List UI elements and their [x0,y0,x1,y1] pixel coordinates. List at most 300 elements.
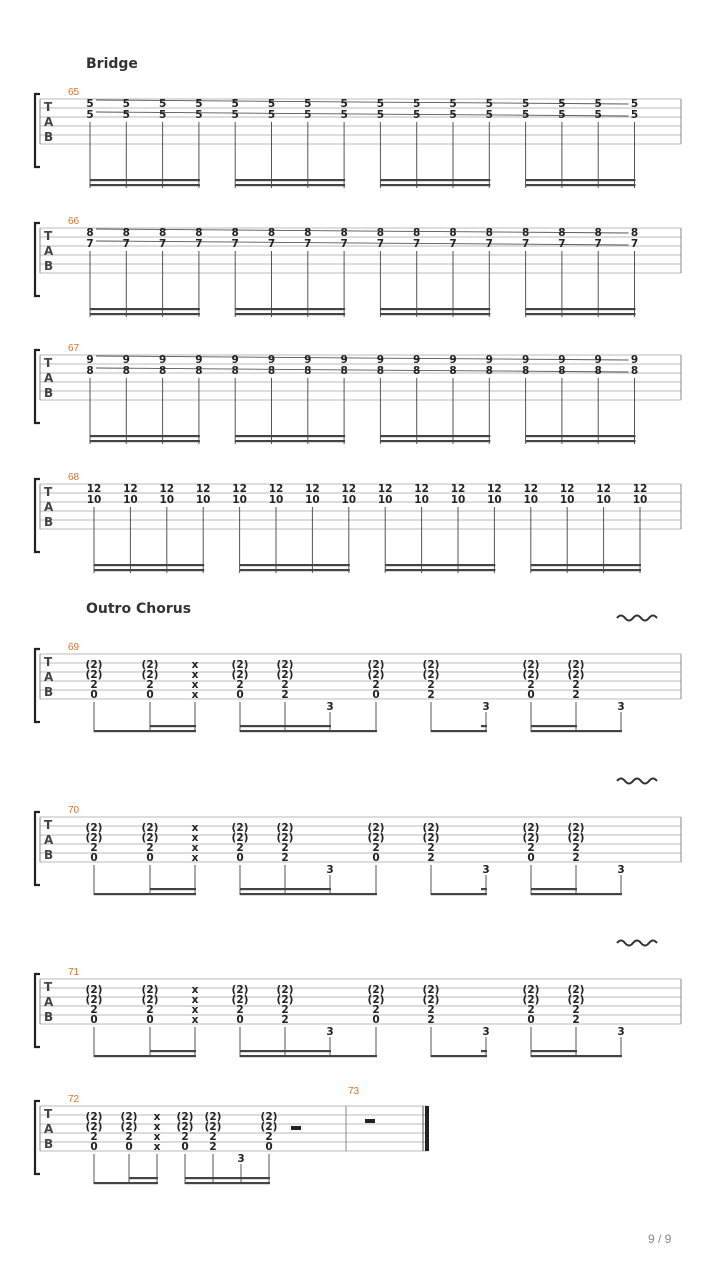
fret-number: 7 [485,238,493,250]
fret-number: 12 [123,483,138,495]
fret-number: 2 [427,1014,435,1026]
fret-number: x [191,689,199,701]
fret-number: (2) [141,984,159,996]
fret-number: 8 [449,365,457,377]
fret-number: 7 [340,238,348,250]
beam [235,308,345,310]
fret-number: 8 [231,227,239,239]
beam [150,1050,196,1052]
fret-number: 3 [326,864,334,876]
fret-number: x [191,669,199,681]
fret-number: (2) [85,822,103,834]
fret-number: 8 [376,365,385,377]
measure-number: 65 [68,87,80,98]
tab-clef-t: T [44,100,53,114]
fret-number: (2) [422,822,440,834]
fret-number: (2) [204,1111,222,1123]
beam [380,313,490,315]
fret-number: 5 [485,98,493,110]
tab-clef-a: A [44,833,54,847]
fret-number: (2) [367,994,385,1006]
beam [240,888,331,890]
fret-number: 0 [372,689,380,701]
fret-number: (2) [204,1121,222,1133]
fret-number: 5 [413,109,421,121]
beam [235,179,345,181]
beam [129,1177,158,1179]
fret-number: (2) [85,994,103,1006]
tab-clef-t: T [44,980,53,994]
measure-number: 72 [68,1094,80,1105]
fret-number: 10 [632,494,648,506]
fret-number: 5 [158,109,167,121]
vibrato-mark [617,616,657,621]
fret-number: (2) [522,832,540,844]
fret-number: x [153,1121,161,1133]
tab-clef-t: T [44,1107,53,1121]
fret-number: 8 [122,365,130,377]
beam [531,569,641,571]
fret-number: (2) [231,832,249,844]
fret-number: (2) [422,984,440,996]
beam [235,440,345,442]
fret-number: 7 [267,238,276,250]
fret-number: 3 [617,701,625,713]
tab-clef-b: B [44,685,54,699]
fret-number: 8 [485,365,493,377]
beam [240,1055,377,1057]
system-bracket [35,479,40,552]
fret-number: 2 [125,1131,133,1143]
fret-number: 12 [195,483,211,495]
fret-number: 7 [158,238,167,250]
beam [526,313,636,315]
fret-number: 5 [485,109,493,121]
fret-number: (2) [522,659,540,671]
tab-clef-a: A [44,995,54,1009]
fret-number: 5 [413,98,421,110]
tab-clef-a: A [44,670,54,684]
beam [481,725,487,727]
beam [481,1050,487,1052]
beam [385,564,495,566]
beam [531,564,641,566]
fret-number: 8 [195,227,203,239]
beam [240,569,350,571]
fret-number: 5 [630,109,639,121]
fret-number: 2 [146,842,154,854]
fret-number: 2 [90,679,98,691]
beam [90,313,200,315]
beam [240,730,377,732]
fret-number: 2 [572,1004,580,1016]
fret-number: (2) [276,822,294,834]
fret-number: 8 [558,365,566,377]
beam [90,440,200,442]
fret-number: 7 [413,238,421,250]
fret-number: (2) [85,669,103,681]
fret-number: 10 [123,494,138,506]
beam [235,313,345,315]
fret-number: 0 [527,852,535,864]
fret-number: (2) [522,984,540,996]
system-bracket [35,223,40,296]
fret-number: 2 [572,679,580,691]
tab-clef-b: B [44,259,54,273]
fret-number: 2 [209,1141,217,1153]
fret-number: 9 [376,354,385,366]
fret-number: (2) [567,832,585,844]
fret-number: 10 [487,494,502,506]
fret-number: 3 [617,864,625,876]
beam [526,184,636,186]
measure-number: 67 [68,343,80,354]
fret-number: (2) [422,659,440,671]
fret-number: 2 [90,1131,98,1143]
beam [240,1050,331,1052]
final-barline-thick [425,1106,429,1151]
fret-number: 3 [326,1026,334,1038]
fret-number: x [191,1014,199,1026]
beam [235,435,345,437]
fret-number: 7 [376,238,385,250]
fret-number: 0 [90,852,98,864]
fret-number: 2 [90,1004,98,1016]
fret-number: 10 [450,494,466,506]
fret-number: (2) [367,984,385,996]
fret-number: 8 [267,227,276,239]
tab-clef-a: A [44,371,54,385]
fret-number: 5 [122,98,130,110]
fret-number: 5 [521,98,530,110]
fret-number: 8 [521,227,530,239]
fret-number: 2 [281,679,289,691]
fret-number: x [191,822,199,834]
fret-number: 2 [572,1014,580,1026]
beam [90,308,200,310]
fret-number: 10 [268,494,284,506]
tab-clef-b: B [44,515,54,529]
page-number: 9 / 9 [648,1232,672,1246]
fret-number: 12 [159,483,175,495]
tab-clef-b: B [44,1010,54,1024]
fret-number: 10 [523,494,539,506]
fret-number: 10 [596,494,611,506]
fret-number: 0 [527,689,535,701]
tab-clef-t: T [44,655,53,669]
fret-number: (2) [120,1121,138,1133]
fret-number: (2) [176,1121,194,1133]
fret-number: (2) [120,1111,138,1123]
fret-number: 0 [125,1141,133,1153]
fret-number: 0 [527,1014,535,1026]
section-title: Outro Chorus [86,601,192,617]
fret-number: 5 [195,98,203,110]
tab-clef-b: B [44,848,54,862]
fret-number: 10 [195,494,211,506]
fret-number: (2) [276,984,294,996]
beam [94,1055,196,1057]
tab-clef-a: A [44,244,54,258]
fret-number: (2) [522,669,540,681]
fret-number: 0 [372,852,380,864]
fret-number: (2) [85,832,103,844]
fret-number: 8 [304,227,312,239]
beam [380,184,490,186]
fret-number: 7 [449,238,457,250]
slide-line [96,112,629,116]
beam [240,564,350,566]
beam [481,888,487,890]
fret-number: 9 [86,354,94,366]
fret-number: 8 [340,227,348,239]
fret-number: 12 [341,483,357,495]
fret-number: (2) [231,659,249,671]
fret-number: (2) [260,1121,278,1133]
fret-number: (2) [567,984,585,996]
fret-number: 5 [267,109,276,121]
fret-number: 3 [482,701,490,713]
fret-number: 5 [340,98,348,110]
fret-number: 9 [521,354,530,366]
fret-number: x [191,832,199,844]
beam [185,1182,270,1184]
fret-number: (2) [522,994,540,1006]
beam [531,893,622,895]
fret-number: 12 [559,483,575,495]
fret-number: 10 [305,494,320,506]
beam [380,435,490,437]
fret-number: 5 [521,109,530,121]
fret-number: 2 [281,689,289,701]
system-bracket [35,1101,40,1174]
beam [431,893,487,895]
fret-number: 5 [376,98,385,110]
fret-number: (2) [141,669,159,681]
fret-number: 5 [558,98,566,110]
fret-number: 2 [372,842,380,854]
fret-number: x [153,1111,161,1123]
fret-number: (2) [231,984,249,996]
measure-number: 69 [68,642,80,653]
system-bracket [35,974,40,1047]
fret-number: 5 [86,109,94,121]
fret-number: 9 [558,354,566,366]
fret-number: 0 [181,1141,189,1153]
fret-number: 2 [427,679,435,691]
beam [150,888,196,890]
fret-number: 8 [122,227,130,239]
fret-number: 12 [86,483,102,495]
fret-number: (2) [231,822,249,834]
fret-number: 8 [86,365,94,377]
fret-number: 5 [122,109,130,121]
fret-number: 2 [265,1131,273,1143]
fret-number: 10 [414,494,429,506]
fret-number: (2) [522,822,540,834]
fret-number: 9 [267,354,276,366]
beam [531,888,577,890]
fret-number: 0 [372,1014,380,1026]
slide-line [96,241,629,245]
fret-number: 10 [341,494,357,506]
fret-number: (2) [141,659,159,671]
fret-number: 8 [376,227,385,239]
beam [94,569,204,571]
fret-number: 7 [630,238,639,250]
fret-number: 0 [265,1141,273,1153]
beam [150,725,196,727]
fret-number: 12 [414,483,429,495]
fret-number: 2 [181,1131,189,1143]
fret-number: (2) [367,832,385,844]
fret-number: 8 [630,227,639,239]
fret-number: 5 [231,109,239,121]
fret-number: 2 [236,842,244,854]
fret-number: 2 [90,842,98,854]
tab-clef-a: A [44,1122,54,1136]
tab-clef-a: A [44,500,54,514]
fret-number: x [191,852,199,864]
fret-number: x [191,1004,199,1016]
beam [531,725,577,727]
fret-number: 2 [281,852,289,864]
fret-number: 2 [527,842,535,854]
fret-number: 5 [304,109,312,121]
fret-number: 7 [86,238,94,250]
fret-number: 2 [236,679,244,691]
fret-number: 2 [527,1004,535,1016]
fret-number: 3 [237,1153,245,1165]
fret-number: 8 [485,227,493,239]
slide-line [96,100,629,104]
fret-number: 2 [372,1004,380,1016]
fret-number: 7 [594,238,602,250]
fret-number: 2 [146,679,154,691]
fret-number: 2 [427,852,435,864]
fret-number: 7 [231,238,239,250]
fret-number: 2 [281,1004,289,1016]
fret-number: (2) [567,669,585,681]
fret-number: 5 [376,109,385,121]
fret-number: 9 [594,354,602,366]
fret-number: (2) [422,669,440,681]
fret-number: (2) [422,994,440,1006]
fret-number: 5 [449,98,457,110]
fret-number: 0 [90,1014,98,1026]
fret-number: 9 [122,354,130,366]
measure-number: 66 [68,216,80,227]
fret-number: 5 [195,109,203,121]
fret-number: 2 [281,842,289,854]
fret-number: 12 [377,483,393,495]
fret-number: 2 [427,689,435,701]
beam [94,730,196,732]
system-bracket [35,649,40,722]
fret-number: x [191,994,199,1006]
beam [431,730,487,732]
fret-number: 7 [304,238,312,250]
fret-number: 2 [572,852,580,864]
section-title: Bridge [86,56,138,72]
fret-number: 7 [558,238,566,250]
vibrato-mark [617,941,657,946]
fret-number: 8 [413,227,421,239]
fret-number: x [191,659,199,671]
fret-number: 2 [372,679,380,691]
fret-number: 0 [236,689,244,701]
fret-number: 5 [267,98,276,110]
fret-number: (2) [85,659,103,671]
beam [380,440,490,442]
fret-number: 9 [485,354,493,366]
beam [90,184,200,186]
fret-number: (2) [85,1121,103,1133]
fret-number: 7 [521,238,530,250]
fret-number: 12 [596,483,611,495]
fret-number: (2) [422,832,440,844]
tab-clef-t: T [44,229,53,243]
fret-number: 5 [630,98,639,110]
fret-number: 8 [340,365,348,377]
fret-number: 5 [594,98,602,110]
fret-number: (2) [231,994,249,1006]
fret-number: 5 [449,109,457,121]
tab-clef-t: T [44,818,53,832]
fret-number: 2 [236,1004,244,1016]
fret-number: (2) [567,994,585,1006]
fret-number: (2) [367,659,385,671]
fret-number: (2) [567,659,585,671]
fret-number: 0 [90,689,98,701]
fret-number: (2) [141,822,159,834]
beam [526,308,636,310]
fret-number: 9 [304,354,312,366]
fret-number: 2 [146,1004,154,1016]
system-bracket [35,94,40,167]
fret-number: 12 [268,483,284,495]
beam [380,179,490,181]
fret-number: (2) [85,1111,103,1123]
beam [531,730,622,732]
fret-number: 9 [413,354,421,366]
beam [380,308,490,310]
fret-number: 0 [146,1014,154,1026]
fret-number: 3 [482,864,490,876]
slide-line [96,356,629,360]
fret-number: x [153,1131,161,1143]
beam [235,184,345,186]
beam [94,564,204,566]
fret-number: x [191,679,199,691]
fret-number: 8 [158,227,167,239]
fret-number: 0 [236,852,244,864]
fret-number: 12 [487,483,502,495]
fret-number: 2 [527,679,535,691]
fret-number: (2) [141,994,159,1006]
beam [240,893,377,895]
beam [94,1182,158,1184]
tab-clef-b: B [44,130,54,144]
measure-number: 68 [68,472,80,483]
beam [94,893,196,895]
tab-clef-b: B [44,386,54,400]
tab-clef-a: A [44,115,54,129]
fret-number: 3 [482,1026,490,1038]
vibrato-mark [617,779,657,784]
fret-number: 10 [377,494,393,506]
fret-number: 12 [232,483,247,495]
